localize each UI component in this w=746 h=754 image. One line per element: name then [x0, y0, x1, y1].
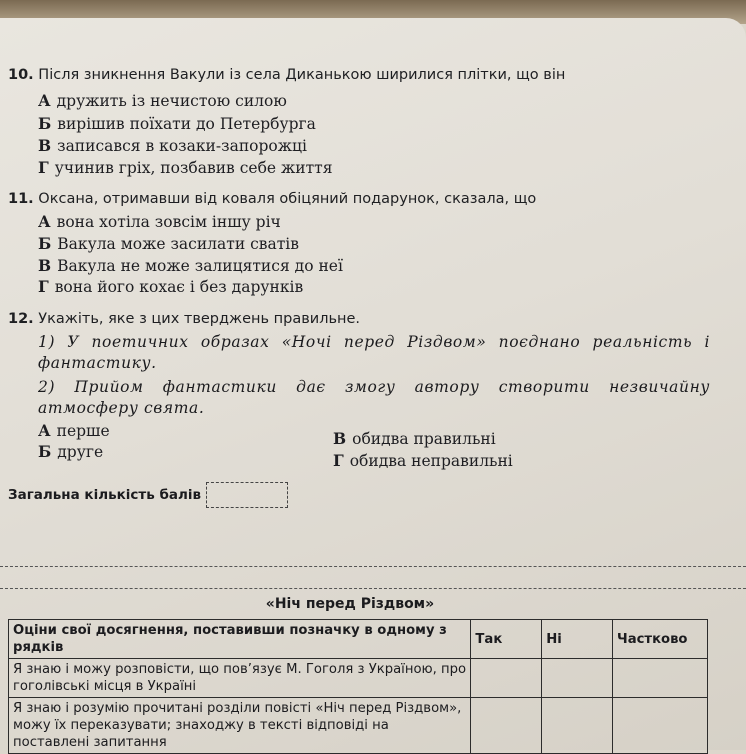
- q10-option-a[interactable]: А дружить із нечистою силою: [38, 91, 287, 110]
- q10-option-d[interactable]: Г учинив гріх, позбавив себе життя: [38, 158, 333, 177]
- total-score-box[interactable]: [206, 482, 288, 508]
- total-score-label: Загальна кількість балів: [8, 487, 202, 503]
- q12-option-a[interactable]: А перше: [38, 421, 110, 440]
- question-12-heading: 12. Укажіть, яке з цих тверджень правильне.: [8, 311, 361, 327]
- partly-header: Частково: [613, 620, 708, 659]
- prompt-header: Оціни свої досягнення, поставивши позначку в одному з рядків: [9, 620, 471, 659]
- yes-cell[interactable]: [471, 659, 542, 698]
- question-11-heading: 11. Оксана, отримавши від коваля обіцяний подарунок, сказала, що: [8, 191, 537, 207]
- no-cell[interactable]: [542, 698, 613, 754]
- self-assessment-title: «Ніч перед Різдвом»: [265, 596, 435, 612]
- q11-option-c[interactable]: В Вакула не може залицятися до неї: [38, 256, 343, 275]
- row-statement: Я знаю і розумію прочитані розділи повісті «Ніч перед Різдвом», можу їх переказувати; знаходжу в тексті відповіді на поставлені запитання: [9, 698, 471, 754]
- table-header-row: [9, 620, 708, 659]
- q12-option-b[interactable]: Б друге: [38, 442, 104, 461]
- no-cell[interactable]: [542, 659, 613, 698]
- self-assessment-table: [8, 619, 708, 754]
- partly-cell[interactable]: [613, 698, 708, 754]
- q10-option-b[interactable]: Б вирішив поїхати до Петербурга: [38, 114, 316, 133]
- question-10-heading: 10. Після зникнення Вакули із села Диканькою ширилися плітки, що він: [8, 67, 566, 83]
- partly-cell[interactable]: [613, 659, 708, 698]
- table-row: [9, 659, 708, 698]
- cut-line: [0, 588, 746, 589]
- yes-cell[interactable]: [471, 698, 542, 754]
- q11-option-b[interactable]: Б Вакула може засилати сватів: [38, 234, 299, 253]
- q10-option-c[interactable]: В записався в козаки-запорожці: [38, 136, 307, 155]
- table-row: [9, 698, 708, 754]
- q12-statement-1: 1) У поетичних образах «Ночі перед Різдвом» поєднано реальність і фантастику.: [38, 333, 710, 372]
- no-header: Ні: [542, 620, 613, 659]
- q12-statement-2: 2) Прийом фантастики дає змогу автору створити незвичайну атмосферу свята.: [38, 378, 710, 417]
- q12-option-d[interactable]: Г обидва неправильні: [333, 451, 513, 470]
- q11-option-a[interactable]: А вона хотіла зовсім іншу річ: [38, 212, 281, 231]
- cut-line: [0, 566, 746, 567]
- q12-option-c[interactable]: В обидва правильні: [333, 429, 496, 448]
- row-statement: Я знаю і можу розповісти, що пов’язує М. Гоголя з Україною, про гоголівські місця в Україні: [9, 659, 471, 698]
- q11-option-d[interactable]: Г вона його кохає і без дарунків: [38, 277, 304, 296]
- yes-header: Так: [471, 620, 542, 659]
